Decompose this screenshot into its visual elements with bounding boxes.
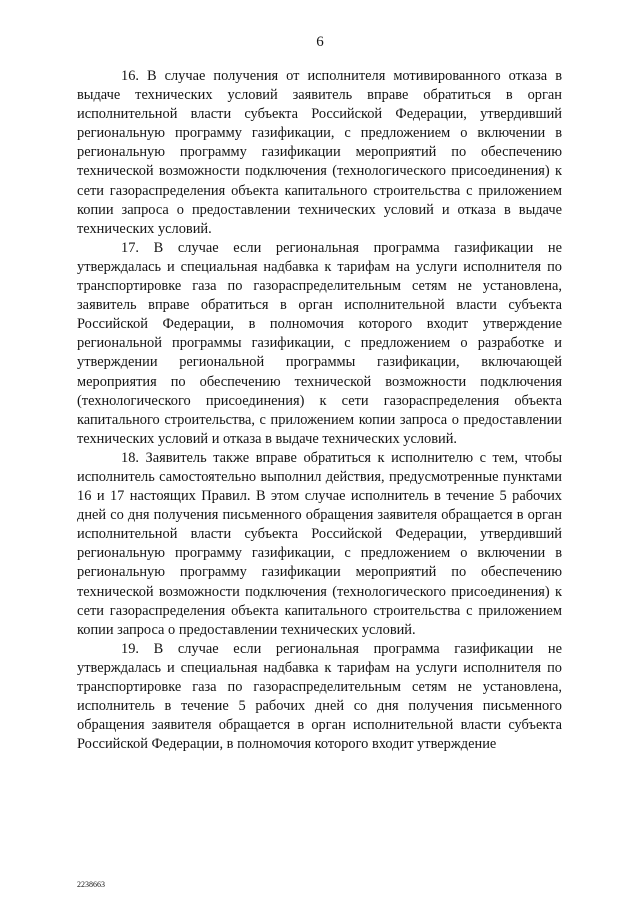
paragraph-16: 16. В случае получения от исполнителя мотивированного отказа в выдаче технических условий заявитель вправе обратиться в орган исполнительной власти субъекта Российской Федерации, утвердивший региональную программу газификации, с предложением о включении в региональную программу газификации мероприятий по обеспечению технической возможности подключения (технологического присоединения) к сети газораспределения объекта капитального строительства с приложением копии запроса о предоставлении технических условий и отказа в выдаче технических условий. [77, 68, 562, 237]
paragraph-17: 17. В случае если региональная программа газификации не утверждалась и специальная надбавка к тарифам на услуги исполнителя по транспортировке газа по газораспределительным сетям не установлена, заявитель вправе обратиться в орган исполнительной власти субъекта Российской Федерации, в полномочия которого входит утверждение региональной программы газификации, с предложением о разработке и утверждении региональной программы газификации, включающей мероприятия по обеспечению технической возможности подключения (технологического присоединения) к сети газораспределения объекта капитального строительства, с приложением копии запроса о предоставлении технических условий и отказа в выдаче технических условий. [77, 239, 562, 447]
document-code: 2238663 [77, 880, 105, 889]
paragraph-19: 19. В случае если региональная программа газификации не утверждалась и специальная надбавка к тарифам на услуги исполнителя по транспортировке газа по газораспределительным сетям не установлена, исполнитель в течение 5 рабочих дней со дня получения письменного обращения заявителя обращается в орган исполнительной власти субъекта Российской Федерации, в полномочия которого входит утверждение [77, 640, 562, 753]
paragraph-18: 18. Заявитель также вправе обратиться к исполнителю с тем, чтобы исполнитель самостоятельно выполнил действия, предусмотренные пунктами 16 и 17 настоящих Правил. В этом случае исполнитель в течение 5 рабочих дней со дня получения письменного обращения заявителя обращается в орган исполнительной власти субъекта Российской Федерации, утвердивший региональную программу газификации, с предложением о включении в региональную программу газификации мероприятий по обеспечению технической возможности подключения (технологического присоединения) к сети газораспределения объекта капитального строительства с приложением копии запроса о предоставлении технических условий. [77, 449, 562, 638]
page-number: 6 [316, 34, 324, 50]
document-body [77, 67, 562, 754]
